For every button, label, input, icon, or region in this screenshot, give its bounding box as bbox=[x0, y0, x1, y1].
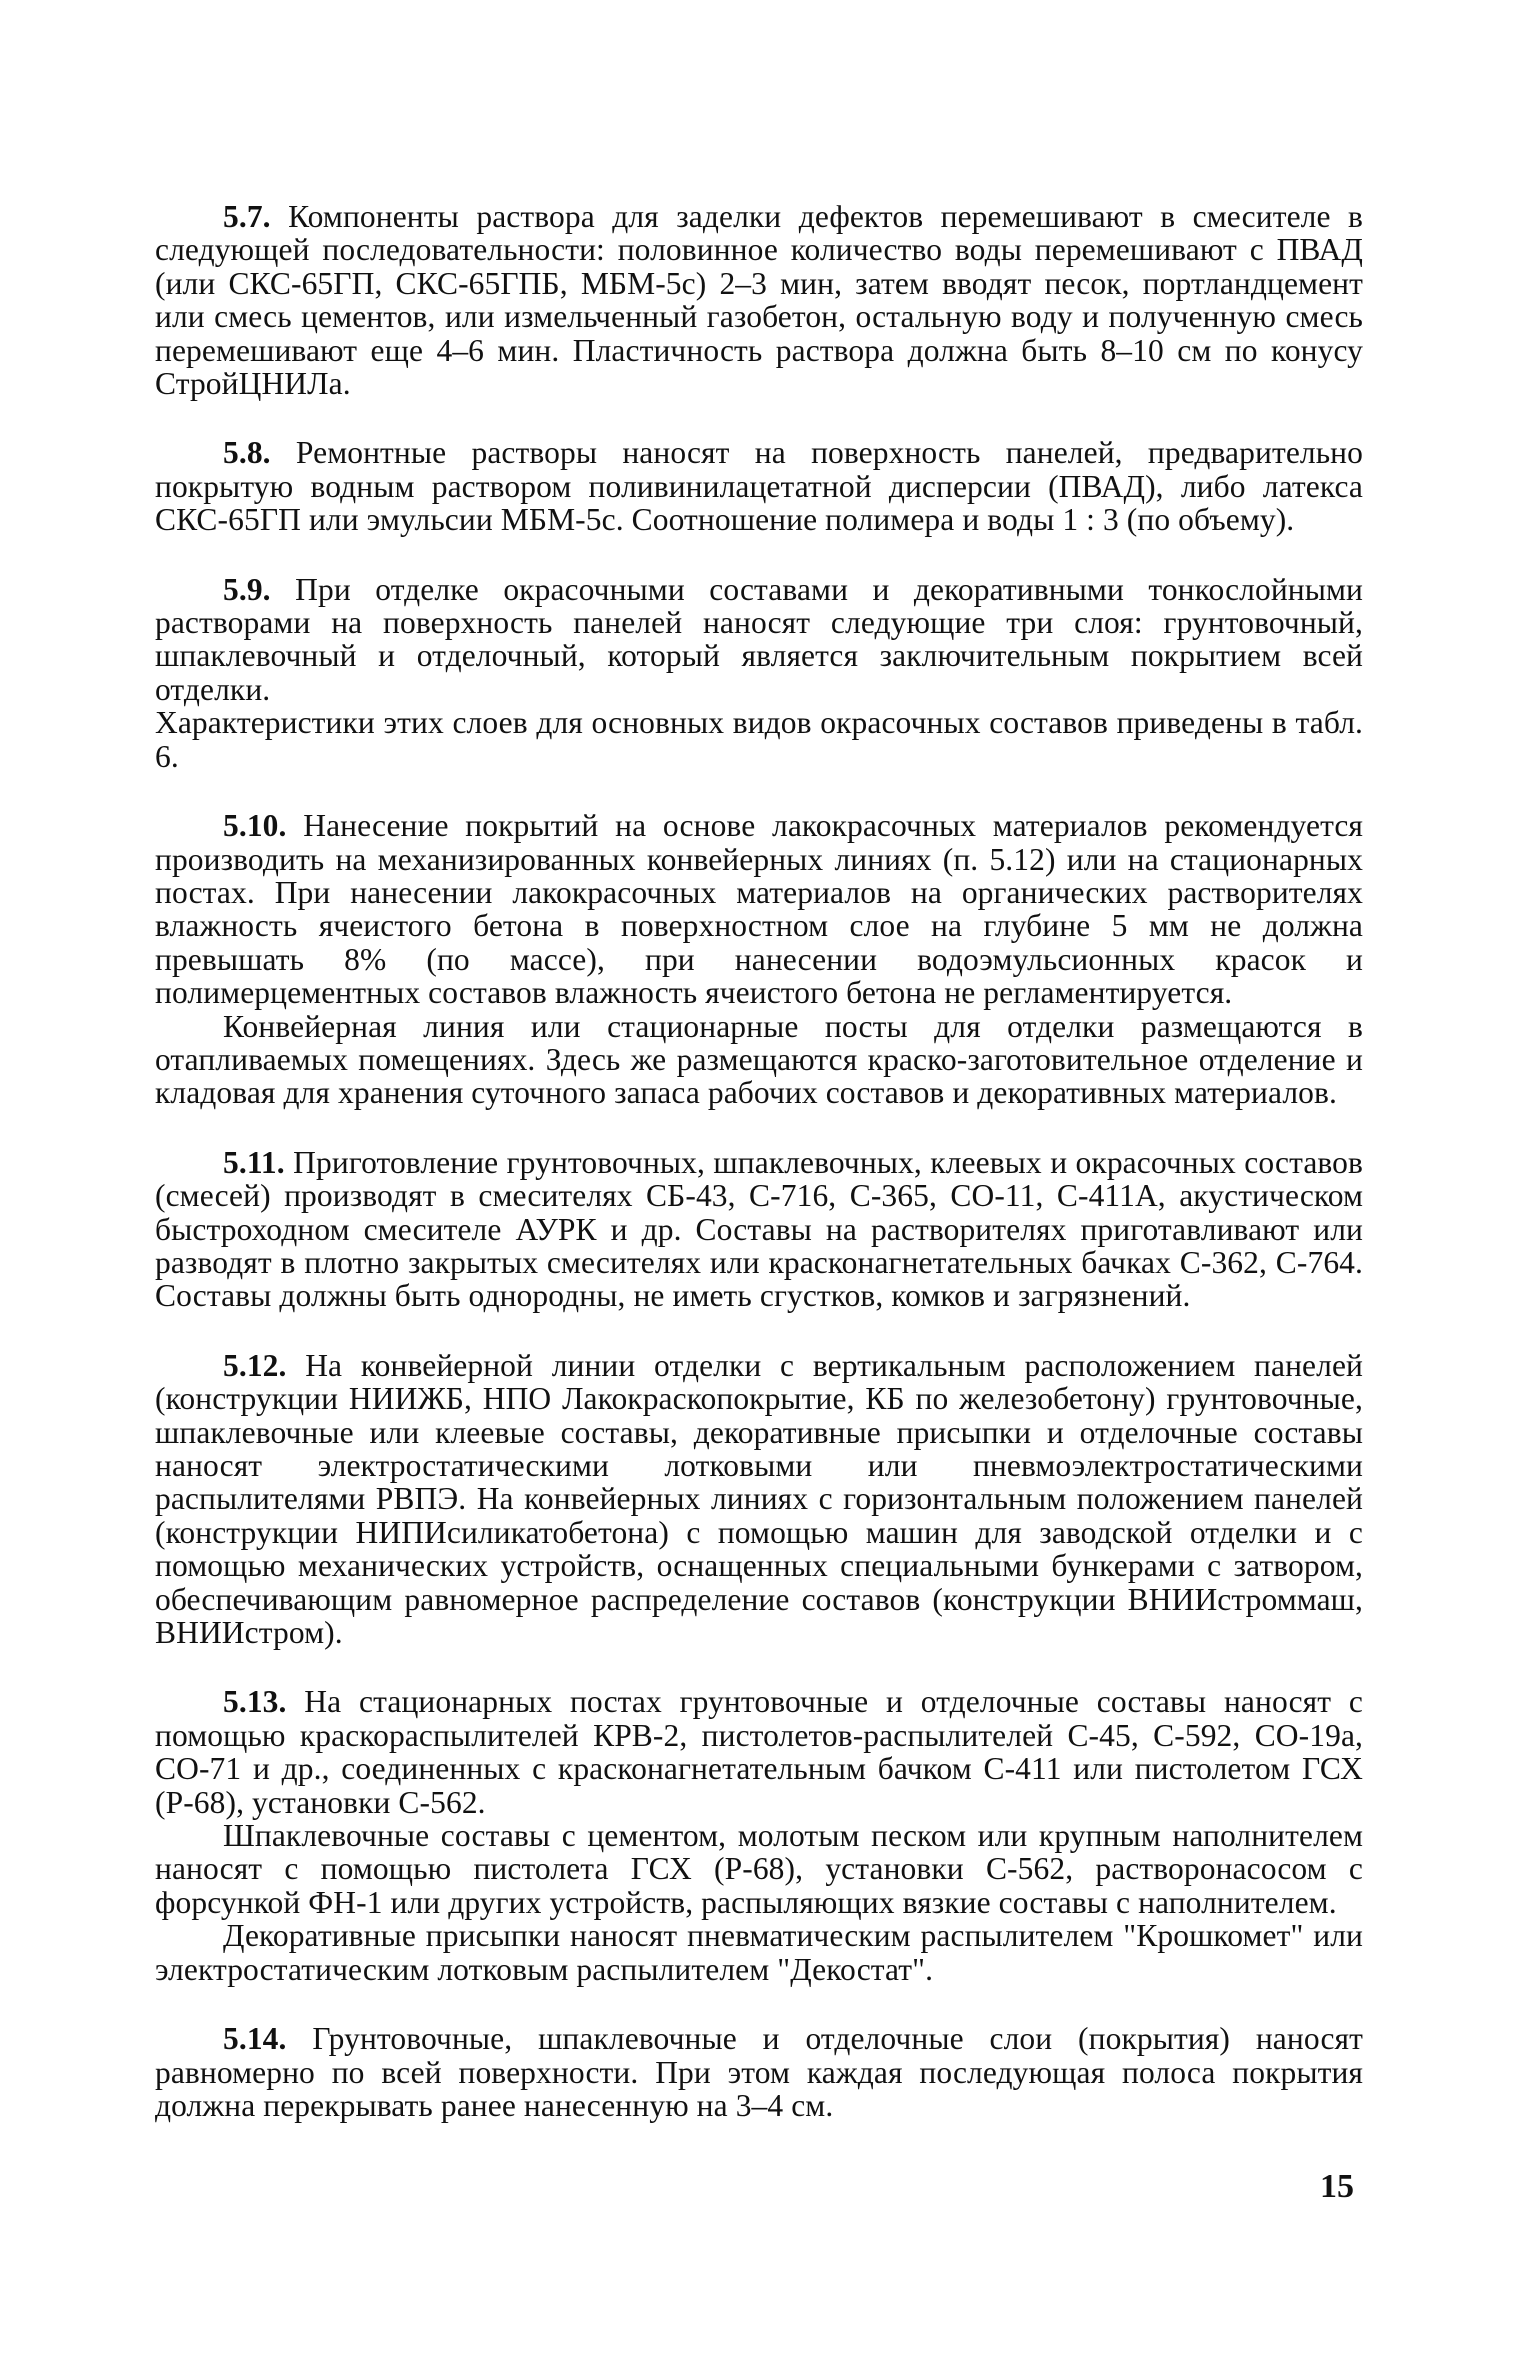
section-5-9 bbox=[155, 573, 1363, 707]
document-page bbox=[155, 200, 1363, 2122]
section-number: 5.12. bbox=[223, 1347, 287, 1383]
section-5-9-extra: Характеристики этих слоев для основных видов окрасочных составов приведены в табл. 6. bbox=[155, 705, 1363, 774]
section-5-7 bbox=[155, 200, 1363, 400]
section-text: На стационарных постах грунтовочные и отделочные составы наносят с помощью краскораспылителей КРВ-2, пистолетов-распылителей С-45, С-592, СО-19а, СО-71 и др., соединенных с красконагнетательным бачком С-411 или пистолетом ГСХ (Р-68), установки С-562. bbox=[155, 1684, 1363, 1820]
section-text: При отделке окрасочными составами и декоративными тонкослойными растворами на поверхность панелей наносят следующие три слоя: грунтовочный, шпаклевочный и отделочный, который является заключительным покрытием всей отделки. bbox=[155, 571, 1363, 707]
section-text: Нанесение покрытий на основе лакокрасочных материалов рекомендуется производить на механизированных конвейерных линиях (п. 5.12) или на стационарных постах. При нанесении лакокрасочных материалов на органических растворителях влажность ячеистого бетона в поверхностном слое на глубине 5 мм не должна превышать 8% (по массе), при нанесении водоэмульсионных красок и полимерцементных составов влажность ячеистого бетона не регламентируется. bbox=[155, 808, 1363, 1011]
section-5-10 bbox=[155, 809, 1363, 1009]
section-text: Ремонтные растворы наносят на поверхность панелей, предварительно покрытую водным раствором поливинилацетатной дисперсии (ПВАД), либо латекса СКС-65ГП или эмульсии МБМ-5с. Соотношение полимера и воды 1 : 3 (по объему). bbox=[155, 435, 1363, 538]
section-number: 5.9. bbox=[223, 571, 271, 607]
section-5-13 bbox=[155, 1685, 1363, 1819]
section-text: Приготовление грунтовочных, шпаклевочных, клеевых и окрасочных составов (смесей) производят в смесителях СБ-43, С-716, С-365, СО-11, С-411А, акустическом быстроходном смесителе АУРК и др. Составы на растворителях приготавливают или разводят в плотно закрытых смесителях или красконагнетательных бачках С-362, С-764. Составы должны быть однородны, не иметь сгустков, комков и загрязнений. bbox=[155, 1144, 1363, 1314]
section-number: 5.14. bbox=[223, 2021, 287, 2057]
page-number: 15 bbox=[1320, 2168, 1354, 2205]
section-text: Грунтовочные, шпаклевочные и отделочные слои (покрытия) наносят равномерно по всей поверхности. При этом каждая последующая полоса покрытия должна перекрывать ранее нанесенную на 3–4 см. bbox=[155, 2021, 1363, 2123]
section-5-8 bbox=[155, 436, 1363, 536]
section-5-12 bbox=[155, 1349, 1363, 1650]
section-5-13-extra2: Декоративные присыпки наносят пневматическим распылителем "Крошкомет" или электростатическим лотковым распылителем "Декостат". bbox=[155, 1918, 1363, 1987]
section-5-10-extra: Конвейерная линия или стационарные посты для отделки размещаются в отапливаемых помещениях. Здесь же размещаются краско-заготовительное отделение и кладовая для хранения суточного запаса рабочих составов и декоративных материалов. bbox=[155, 1008, 1363, 1111]
section-number: 5.11. bbox=[223, 1144, 285, 1180]
section-5-13-extra: Шпаклевочные составы с цементом, молотым песком или крупным наполнителем наносят с помощью пистолета ГСХ (Р-68), установки С-562, растворонасосом с форсункой ФН-1 или других устройств, распыляющих вязкие составы с наполнителем. bbox=[155, 1818, 1363, 1920]
section-text: На конвейерной линии отделки с вертикальным расположением панелей (конструкции НИИЖБ, НПО Лакокраскопокрытие, КБ по железобетону) грунтовочные, шпаклевочные или клеевые составы, декоративные присыпки и отделочные составы наносят электростатическими лотковыми или пневмоэлектростатическими распылителями РВПЭ. На конвейерных линиях с горизонтальным положением панелей (конструкции НИПИсиликатобетона) с помощью машин для заводской отделки и с помощью механических устройств, оснащенных специальными бункерами с затвором, обеспечивающим равномерное распределение составов (конструкции ВНИИстроммаш, ВНИИстром). bbox=[155, 1347, 1363, 1651]
section-number: 5.10. bbox=[223, 808, 287, 844]
section-number: 5.7. bbox=[223, 199, 271, 234]
section-number: 5.8. bbox=[223, 435, 271, 471]
section-5-14 bbox=[155, 2022, 1363, 2122]
section-5-11 bbox=[155, 1146, 1363, 1313]
section-number: 5.13. bbox=[223, 1684, 287, 1720]
section-text: Компоненты раствора для заделки дефектов перемешивают в смесителе в следующей последовательности: половинное количество воды перемешивают с ПВАД (или СКС-65ГП, СКС-65ГПБ, МБМ-5с) 2–3 мин, затем вводят песок, портландцемент или смесь цементов, или измельченный газобетон, остальную воду и полученную смесь перемешивают еще 4–6 мин. Пластичность раствора должна быть 8–10 см по конусу СтройЦНИЛа. bbox=[155, 199, 1363, 402]
